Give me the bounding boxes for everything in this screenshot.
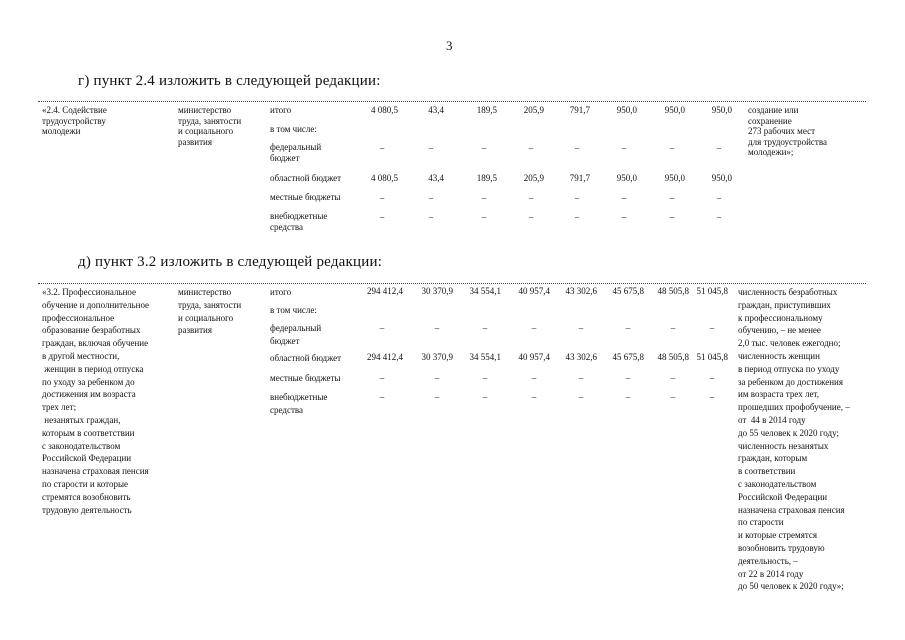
value-empty: – bbox=[434, 392, 440, 402]
result-indicator: создание или сохранение 273 рабочих мест для трудоустройства молодежи»; bbox=[748, 105, 827, 157]
row-label: внебюджетные средства bbox=[270, 392, 328, 415]
value-empty: – bbox=[428, 143, 434, 153]
value-empty: – bbox=[379, 212, 385, 222]
value-empty: – bbox=[625, 373, 631, 383]
value-empty: – bbox=[621, 143, 627, 153]
value-regional: 4 080,5 bbox=[371, 173, 398, 183]
value-total: 45 675,8 bbox=[612, 286, 644, 296]
value-total: 34 554,1 bbox=[469, 286, 501, 296]
value-regional: 950,0 bbox=[616, 173, 637, 183]
value-empty: – bbox=[578, 373, 584, 383]
executor: министерство труда, занятости и социального развития bbox=[178, 105, 242, 147]
value-empty: – bbox=[379, 143, 385, 153]
value-empty: – bbox=[574, 212, 580, 222]
value-empty: – bbox=[528, 212, 534, 222]
measure-name: «2.4. Содействие трудоустройству молодежи bbox=[42, 105, 107, 136]
result-indicator: численность безработных граждан, приступивших к профессиональному обучению, – не менее 2,0 тыс. человек ежегодно; численность женщин в период отпуска по уходу за ребенком до достижения им возраста трех лет, прошедших профобучение, – от 44 в 2014 году до 55 человек к 2020 году; численность незанятых граждан, которым в соответствии с законодательством Российской Федерации назначена страховая пенсия по старости и которые стремятся возобновить трудовую деятельность, – от 22 в 2014 году до 50 человек к 2020 году»; bbox=[738, 287, 850, 592]
value-empty: – bbox=[669, 193, 675, 203]
row-label: местные бюджеты bbox=[270, 192, 341, 202]
value-regional: 30 370,9 bbox=[421, 352, 453, 362]
value-total: 950,0 bbox=[711, 105, 732, 115]
value-empty: – bbox=[716, 143, 722, 153]
measure-name: «3.2. Профессиональное обучение и дополнительное профессиональное образование безработных граждан, включая обучение в другой местности, женщин в период отпуска по уходу за ребенком до достижения им возраста трех лет; незанятых граждан, которым в соответствии с законодательством Российской Федерации назначена страховая пенсия по старости и которые стремятся возобновить трудовую деятельность bbox=[42, 287, 150, 515]
value-total: 791,7 bbox=[569, 105, 590, 115]
value-empty: – bbox=[578, 323, 584, 333]
value-empty: – bbox=[482, 323, 488, 333]
value-empty: – bbox=[434, 373, 440, 383]
row-label: федеральный бюджет bbox=[270, 142, 322, 163]
value-empty: – bbox=[625, 323, 631, 333]
value-empty: – bbox=[434, 323, 440, 333]
value-empty: – bbox=[621, 193, 627, 203]
value-empty: – bbox=[531, 392, 537, 402]
value-empty: – bbox=[482, 373, 488, 383]
executor: министерство труда, занятости и социального развития bbox=[178, 287, 242, 336]
value-regional: 45 675,8 bbox=[612, 352, 644, 362]
value-empty: – bbox=[481, 143, 487, 153]
row-label: внебюджетные средства bbox=[270, 211, 328, 232]
value-regional: 950,0 bbox=[711, 173, 732, 183]
row-label: в том числе: bbox=[270, 124, 317, 134]
value-total: 950,0 bbox=[616, 105, 637, 115]
value-empty: – bbox=[379, 373, 385, 383]
value-regional: 40 957,4 bbox=[518, 352, 550, 362]
heading-g: г) пункт 2.4 изложить в следующей редакции: bbox=[78, 73, 381, 89]
value-empty: – bbox=[531, 373, 537, 383]
value-regional: 205,9 bbox=[523, 173, 544, 183]
value-total: 30 370,9 bbox=[421, 286, 453, 296]
value-empty: – bbox=[709, 392, 715, 402]
row-label: федеральный бюджет bbox=[270, 323, 322, 346]
value-empty: – bbox=[709, 323, 715, 333]
row-label: областной бюджет bbox=[270, 353, 342, 363]
row-label: областной бюджет bbox=[270, 173, 342, 183]
value-empty: – bbox=[670, 392, 676, 402]
value-empty: – bbox=[670, 373, 676, 383]
value-total: 950,0 bbox=[664, 105, 685, 115]
value-empty: – bbox=[709, 373, 715, 383]
value-total: 40 957,4 bbox=[518, 286, 550, 296]
value-empty: – bbox=[669, 212, 675, 222]
value-regional: 294 412,4 bbox=[367, 352, 403, 362]
value-regional: 51 045,8 bbox=[696, 352, 728, 362]
value-empty: – bbox=[574, 193, 580, 203]
row-label: итого bbox=[270, 105, 292, 115]
value-total: 51 045,8 bbox=[696, 286, 728, 296]
separator bbox=[38, 283, 866, 284]
value-regional: 189,5 bbox=[476, 173, 497, 183]
value-total: 48 505,8 bbox=[657, 286, 689, 296]
row-label: итого bbox=[270, 287, 292, 297]
value-empty: – bbox=[482, 392, 488, 402]
value-total: 189,5 bbox=[476, 105, 497, 115]
page-number: 3 bbox=[446, 38, 453, 53]
separator bbox=[38, 101, 866, 102]
value-empty: – bbox=[379, 193, 385, 203]
value-empty: – bbox=[621, 212, 627, 222]
value-empty: – bbox=[379, 392, 385, 402]
value-regional: 43,4 bbox=[428, 173, 444, 183]
value-total: 43,4 bbox=[428, 105, 444, 115]
value-empty: – bbox=[669, 143, 675, 153]
value-regional: 950,0 bbox=[664, 173, 685, 183]
value-empty: – bbox=[670, 323, 676, 333]
value-regional: 791,7 bbox=[569, 173, 590, 183]
heading-d: д) пункт 3.2 изложить в следующей редакции: bbox=[78, 254, 383, 270]
value-regional: 34 554,1 bbox=[469, 352, 501, 362]
value-empty: – bbox=[625, 392, 631, 402]
value-regional: 43 302,6 bbox=[565, 352, 597, 362]
row-label: в том числе: bbox=[270, 305, 317, 315]
value-empty: – bbox=[481, 193, 487, 203]
value-empty: – bbox=[531, 323, 537, 333]
value-empty: – bbox=[379, 323, 385, 333]
value-total: 4 080,5 bbox=[371, 105, 398, 115]
row-label: местные бюджеты bbox=[270, 373, 341, 383]
value-empty: – bbox=[578, 392, 584, 402]
value-empty: – bbox=[574, 143, 580, 153]
value-empty: – bbox=[528, 193, 534, 203]
value-regional: 48 505,8 bbox=[657, 352, 689, 362]
value-total: 43 302,6 bbox=[565, 286, 597, 296]
value-empty: – bbox=[528, 143, 534, 153]
value-empty: – bbox=[428, 212, 434, 222]
value-empty: – bbox=[481, 212, 487, 222]
value-empty: – bbox=[716, 212, 722, 222]
value-total: 294 412,4 bbox=[367, 286, 403, 296]
value-empty: – bbox=[428, 193, 434, 203]
value-total: 205,9 bbox=[523, 105, 544, 115]
value-empty: – bbox=[716, 193, 722, 203]
